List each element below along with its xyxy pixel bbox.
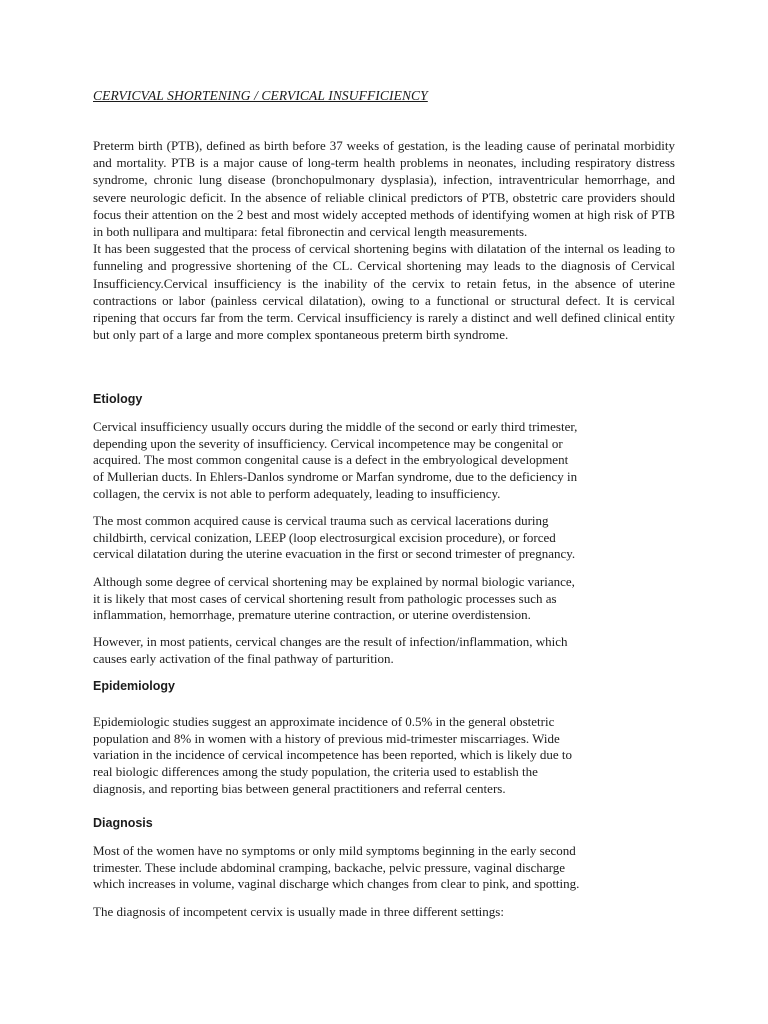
- etiology-paragraph: [93, 513, 575, 563]
- text-line: Epidemiologic studies suggest an approximate incidence of 0.5% in the general obstetric: [93, 714, 555, 729]
- text-line: inflammation, hemorrhage, premature uterine contraction, or uterine overdistension.: [93, 607, 531, 623]
- etiology-paragraph: [93, 634, 568, 667]
- text-line: which increases in volume, vaginal discharge which changes from clear to pink, and spotting.: [93, 876, 580, 892]
- text-line: cervical dilatation during the uterine evacuation in the first or second trimester of pregnancy.: [93, 546, 576, 562]
- document-title: CERVICVAL SHORTENING / CERVICAL INSUFFICIENCY: [93, 88, 428, 103]
- diagnosis-paragraph: [93, 843, 579, 893]
- intro-section: [93, 137, 675, 343]
- text-line: variation in the incidence of cervical incompetence has been reported, which is likely due to: [93, 747, 573, 763]
- text-line: population and 8% in women with a history of previous mid-trimester miscarriages. Wide: [93, 730, 560, 746]
- text-line: The most common acquired cause is cervical trauma such as cervical lacerations during: [93, 513, 549, 528]
- text-line: real biologic differences among the study population, the criteria used to establish the: [93, 764, 538, 780]
- text-line: acquired. The most common congenital cause is a defect in the embryological development: [93, 452, 569, 468]
- epidemiology-paragraph: [93, 714, 572, 798]
- text-line: Most of the women have no symptoms or only mild symptoms beginning in the early second: [93, 843, 576, 858]
- diagnosis-paragraph: [93, 904, 504, 921]
- section-heading-epidemiology: Epidemiology: [93, 679, 175, 693]
- text-line: diagnosis, and reporting bias between general practitioners and referral centers.: [93, 780, 506, 796]
- section-heading-etiology: Etiology: [93, 392, 143, 406]
- intro-paragraph: It has been suggested that the process of cervical shortening begins with dilatation of the internal os leading to funneling and progressive shortening of the CL. Cervical shortening may leads to the diagnosis of Cervical Insufficiency.Cervical insufficiency is the inability of the cervix to retain fetus, in the absence of uterine contractions or labor (painless cervical dilatation), owing to a functional or structural defect. It is cervical ripening that occurs far from the term. Cervical insufficiency is rarely a distinct and well defined clinical entity but only part of a large and more complex spontaneous preterm birth syndrome.: [93, 241, 675, 343]
- text-line: The diagnosis of incompetent cervix is usually made in three different settings:: [93, 904, 504, 919]
- text-line: collagen, the cervix is not able to perform adequately, leading to insufficiency.: [93, 485, 501, 501]
- etiology-paragraph: [93, 419, 577, 503]
- text-line: of Mullerian ducts. In Ehlers-Danlos syndrome or Marfan syndrome, due to the deficiency in: [93, 469, 578, 485]
- text-line: However, in most patients, cervical changes are the result of infection/inflammation, which: [93, 634, 568, 649]
- etiology-paragraph: [93, 574, 575, 624]
- text-line: childbirth, cervical conization, LEEP (loop electrosurgical excision procedure), or forced: [93, 529, 556, 545]
- text-line: Although some degree of cervical shortening may be explained by normal biologic variance,: [93, 574, 575, 589]
- text-line: it is likely that most cases of cervical shortening result from pathologic processes such as: [93, 590, 557, 606]
- text-line: causes early activation of the final pathway of parturition.: [93, 650, 394, 666]
- text-line: Cervical insufficiency usually occurs during the middle of the second or early third trimester,: [93, 419, 578, 434]
- intro-paragraph: Preterm birth (PTB), defined as birth before 37 weeks of gestation, is the leading cause of perinatal morbidity and mortality. PTB is a major cause of long-term health problems in neonates, including respiratory distress syndrome, chronic lung disease (bronchopulmonary dysplasia), infection, intraventricular hemorrhage, and severe neurologic deficit. In the absence of reliable clinical predictors of PTB, obstetric care providers should focus their attention on the 2 best and most widely accepted methods of identifying women at high risk of PTB in both nullipara and multipara: fetal fibronectin and cervical length measurements.: [93, 138, 675, 240]
- text-line: depending upon the severity of insufficiency. Cervical incompetence may be congenital or: [93, 435, 563, 451]
- section-heading-diagnosis: Diagnosis: [93, 816, 153, 830]
- text-line: trimester. These include abdominal cramping, backache, pelvic pressure, vaginal discharge: [93, 859, 566, 875]
